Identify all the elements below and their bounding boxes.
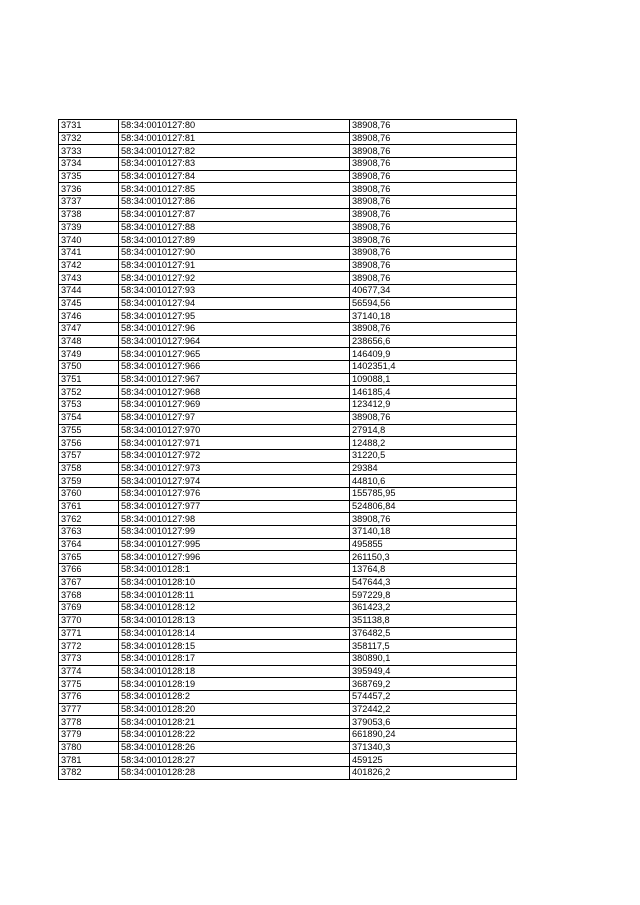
row-number-cell: 3781	[59, 754, 119, 767]
row-number-cell: 3779	[59, 729, 119, 742]
table-row	[59, 297, 517, 310]
table-row	[59, 170, 517, 183]
row-number-cell: 3731	[59, 120, 119, 133]
table-row	[59, 526, 517, 539]
row-number-cell: 3777	[59, 703, 119, 716]
row-number-cell: 3761	[59, 500, 119, 513]
cadastral-number-cell: 58:34:0010127:99	[119, 526, 350, 539]
cadastral-number-cell: 58:34:0010127:97	[119, 411, 350, 424]
cadastral-number-cell: 58:34:0010128:19	[119, 678, 350, 691]
cadastral-number-cell: 58:34:0010128:18	[119, 665, 350, 678]
row-number-cell: 3739	[59, 221, 119, 234]
row-number-cell: 3782	[59, 767, 119, 780]
table-row	[59, 234, 517, 247]
value-cell: 38908,76	[350, 246, 517, 259]
cadastral-number-cell: 58:34:0010127:83	[119, 158, 350, 171]
value-cell: 459125	[350, 754, 517, 767]
value-cell: 261150,3	[350, 551, 517, 564]
table-row	[59, 551, 517, 564]
row-number-cell: 3759	[59, 475, 119, 488]
table-row	[59, 475, 517, 488]
value-cell: 361423,2	[350, 602, 517, 615]
value-cell: 401826,2	[350, 767, 517, 780]
row-number-cell: 3741	[59, 246, 119, 259]
row-number-cell: 3740	[59, 234, 119, 247]
table-row	[59, 183, 517, 196]
value-cell: 661890,24	[350, 729, 517, 742]
value-cell: 40677,34	[350, 284, 517, 297]
table-row	[59, 729, 517, 742]
value-cell: 146409,9	[350, 348, 517, 361]
table-row	[59, 284, 517, 297]
row-number-cell: 3737	[59, 196, 119, 209]
row-number-cell: 3732	[59, 132, 119, 145]
row-number-cell: 3746	[59, 310, 119, 323]
value-cell: 38908,76	[350, 234, 517, 247]
row-number-cell: 3745	[59, 297, 119, 310]
value-cell: 155785,95	[350, 487, 517, 500]
value-cell: 380890,1	[350, 652, 517, 665]
cadastral-number-cell: 58:34:0010127:977	[119, 500, 350, 513]
cadastral-number-cell: 58:34:0010127:972	[119, 449, 350, 462]
cadastral-number-cell: 58:34:0010128:28	[119, 767, 350, 780]
value-cell: 27914,8	[350, 424, 517, 437]
cadastral-number-cell: 58:34:0010127:96	[119, 323, 350, 336]
table-row	[59, 576, 517, 589]
cadastral-number-cell: 58:34:0010127:968	[119, 386, 350, 399]
value-cell: 123412,9	[350, 399, 517, 412]
cadastral-number-cell: 58:34:0010128:22	[119, 729, 350, 742]
row-number-cell: 3762	[59, 513, 119, 526]
cadastral-number-cell: 58:34:0010127:95	[119, 310, 350, 323]
value-cell: 12488,2	[350, 437, 517, 450]
table-row	[59, 741, 517, 754]
row-number-cell: 3749	[59, 348, 119, 361]
table-row	[59, 754, 517, 767]
row-number-cell: 3769	[59, 602, 119, 615]
cadastral-number-cell: 58:34:0010128:17	[119, 652, 350, 665]
value-cell: 238656,6	[350, 335, 517, 348]
cadastral-number-cell: 58:34:0010127:80	[119, 120, 350, 133]
row-number-cell: 3776	[59, 690, 119, 703]
table-row	[59, 132, 517, 145]
table-row	[59, 513, 517, 526]
table-row	[59, 145, 517, 158]
value-cell: 38908,76	[350, 272, 517, 285]
table-row	[59, 348, 517, 361]
value-cell: 38908,76	[350, 221, 517, 234]
cadastral-number-cell: 58:34:0010127:965	[119, 348, 350, 361]
value-cell: 38908,76	[350, 132, 517, 145]
row-number-cell: 3760	[59, 487, 119, 500]
cadastral-number-cell: 58:34:0010127:973	[119, 462, 350, 475]
table-row	[59, 221, 517, 234]
row-number-cell: 3743	[59, 272, 119, 285]
cadastral-number-cell: 58:34:0010128:20	[119, 703, 350, 716]
table-row	[59, 589, 517, 602]
cadastral-number-cell: 58:34:0010127:82	[119, 145, 350, 158]
row-number-cell: 3748	[59, 335, 119, 348]
cadastral-number-cell: 58:34:0010128:11	[119, 589, 350, 602]
table-row	[59, 208, 517, 221]
row-number-cell: 3751	[59, 373, 119, 386]
cadastral-number-cell: 58:34:0010128:26	[119, 741, 350, 754]
row-number-cell: 3733	[59, 145, 119, 158]
table-row	[59, 767, 517, 780]
value-cell: 371340,3	[350, 741, 517, 754]
cadastral-number-cell: 58:34:0010127:969	[119, 399, 350, 412]
table-row	[59, 614, 517, 627]
table-row	[59, 640, 517, 653]
table-row	[59, 437, 517, 450]
table-row	[59, 399, 517, 412]
value-cell: 38908,76	[350, 323, 517, 336]
value-cell: 56594,56	[350, 297, 517, 310]
table-row	[59, 500, 517, 513]
table-row	[59, 386, 517, 399]
cadastral-value-table	[58, 119, 517, 780]
row-number-cell: 3738	[59, 208, 119, 221]
table-row	[59, 335, 517, 348]
table-row	[59, 564, 517, 577]
cadastral-number-cell: 58:34:0010127:94	[119, 297, 350, 310]
cadastral-number-cell: 58:34:0010128:2	[119, 690, 350, 703]
row-number-cell: 3736	[59, 183, 119, 196]
value-cell: 38908,76	[350, 208, 517, 221]
value-cell: 38908,76	[350, 196, 517, 209]
table-row	[59, 602, 517, 615]
value-cell: 109088,1	[350, 373, 517, 386]
cadastral-number-cell: 58:34:0010128:15	[119, 640, 350, 653]
cadastral-number-cell: 58:34:0010127:88	[119, 221, 350, 234]
cadastral-number-cell: 58:34:0010127:976	[119, 487, 350, 500]
cadastral-number-cell: 58:34:0010127:966	[119, 361, 350, 374]
cadastral-number-cell: 58:34:0010127:90	[119, 246, 350, 259]
row-number-cell: 3772	[59, 640, 119, 653]
cadastral-number-cell: 58:34:0010127:87	[119, 208, 350, 221]
table-row	[59, 462, 517, 475]
value-cell: 37140,18	[350, 310, 517, 323]
value-cell: 38908,76	[350, 183, 517, 196]
cadastral-number-cell: 58:34:0010128:27	[119, 754, 350, 767]
table-row	[59, 703, 517, 716]
row-number-cell: 3766	[59, 564, 119, 577]
table-row	[59, 158, 517, 171]
value-cell: 146185,4	[350, 386, 517, 399]
value-cell: 31220,5	[350, 449, 517, 462]
table-row	[59, 652, 517, 665]
cadastral-number-cell: 58:34:0010127:971	[119, 437, 350, 450]
value-cell: 368769,2	[350, 678, 517, 691]
row-number-cell: 3758	[59, 462, 119, 475]
cadastral-number-cell: 58:34:0010127:81	[119, 132, 350, 145]
table-row	[59, 449, 517, 462]
cadastral-number-cell: 58:34:0010128:13	[119, 614, 350, 627]
cadastral-number-cell: 58:34:0010128:14	[119, 627, 350, 640]
cadastral-number-cell: 58:34:0010127:93	[119, 284, 350, 297]
table-row	[59, 272, 517, 285]
cadastral-number-cell: 58:34:0010127:995	[119, 538, 350, 551]
table-row	[59, 373, 517, 386]
table-row	[59, 424, 517, 437]
row-number-cell: 3757	[59, 449, 119, 462]
table-row	[59, 487, 517, 500]
row-number-cell: 3770	[59, 614, 119, 627]
value-cell: 358117,5	[350, 640, 517, 653]
row-number-cell: 3774	[59, 665, 119, 678]
cadastral-number-cell: 58:34:0010127:84	[119, 170, 350, 183]
row-number-cell: 3768	[59, 589, 119, 602]
cadastral-number-cell: 58:34:0010127:996	[119, 551, 350, 564]
row-number-cell: 3753	[59, 399, 119, 412]
row-number-cell: 3747	[59, 323, 119, 336]
row-number-cell: 3754	[59, 411, 119, 424]
value-cell: 13764,8	[350, 564, 517, 577]
row-number-cell: 3756	[59, 437, 119, 450]
cadastral-number-cell: 58:34:0010128:12	[119, 602, 350, 615]
value-cell: 38908,76	[350, 513, 517, 526]
value-cell: 29384	[350, 462, 517, 475]
cadastral-number-cell: 58:34:0010128:1	[119, 564, 350, 577]
table-row	[59, 310, 517, 323]
row-number-cell: 3767	[59, 576, 119, 589]
row-number-cell: 3735	[59, 170, 119, 183]
cadastral-number-cell: 58:34:0010128:10	[119, 576, 350, 589]
table-row	[59, 716, 517, 729]
value-cell: 379053,6	[350, 716, 517, 729]
cadastral-number-cell: 58:34:0010127:974	[119, 475, 350, 488]
table-row	[59, 259, 517, 272]
row-number-cell: 3734	[59, 158, 119, 171]
cadastral-number-cell: 58:34:0010127:967	[119, 373, 350, 386]
value-cell: 38908,76	[350, 170, 517, 183]
row-number-cell: 3775	[59, 678, 119, 691]
row-number-cell: 3755	[59, 424, 119, 437]
value-cell: 38908,76	[350, 259, 517, 272]
row-number-cell: 3764	[59, 538, 119, 551]
cadastral-number-cell: 58:34:0010128:21	[119, 716, 350, 729]
row-number-cell: 3763	[59, 526, 119, 539]
row-number-cell: 3771	[59, 627, 119, 640]
value-cell: 1402351,4	[350, 361, 517, 374]
table-row	[59, 246, 517, 259]
table-row	[59, 665, 517, 678]
table-row	[59, 361, 517, 374]
table-row	[59, 323, 517, 336]
table-row	[59, 627, 517, 640]
table-row	[59, 678, 517, 691]
cadastral-number-cell: 58:34:0010127:85	[119, 183, 350, 196]
value-cell: 574457,2	[350, 690, 517, 703]
value-cell: 547644,3	[350, 576, 517, 589]
row-number-cell: 3778	[59, 716, 119, 729]
value-cell: 597229,8	[350, 589, 517, 602]
cadastral-number-cell: 58:34:0010127:89	[119, 234, 350, 247]
table-row	[59, 196, 517, 209]
cadastral-number-cell: 58:34:0010127:98	[119, 513, 350, 526]
value-cell: 372442,2	[350, 703, 517, 716]
value-cell: 495855	[350, 538, 517, 551]
cadastral-number-cell: 58:34:0010127:86	[119, 196, 350, 209]
table-row	[59, 120, 517, 133]
value-cell: 38908,76	[350, 145, 517, 158]
value-cell: 376482,5	[350, 627, 517, 640]
row-number-cell: 3750	[59, 361, 119, 374]
value-cell: 44810,6	[350, 475, 517, 488]
value-cell: 524806,84	[350, 500, 517, 513]
cadastral-number-cell: 58:34:0010127:970	[119, 424, 350, 437]
row-number-cell: 3773	[59, 652, 119, 665]
cadastral-number-cell: 58:34:0010127:964	[119, 335, 350, 348]
value-cell: 38908,76	[350, 158, 517, 171]
table-body	[59, 120, 517, 780]
value-cell: 395949,4	[350, 665, 517, 678]
cadastral-number-cell: 58:34:0010127:91	[119, 259, 350, 272]
row-number-cell: 3752	[59, 386, 119, 399]
table-row	[59, 538, 517, 551]
table-row	[59, 690, 517, 703]
cadastral-number-cell: 58:34:0010127:92	[119, 272, 350, 285]
table-row	[59, 411, 517, 424]
value-cell: 38908,76	[350, 411, 517, 424]
row-number-cell: 3742	[59, 259, 119, 272]
value-cell: 38908,76	[350, 120, 517, 133]
row-number-cell: 3765	[59, 551, 119, 564]
value-cell: 37140,18	[350, 526, 517, 539]
value-cell: 351138,8	[350, 614, 517, 627]
row-number-cell: 3780	[59, 741, 119, 754]
row-number-cell: 3744	[59, 284, 119, 297]
